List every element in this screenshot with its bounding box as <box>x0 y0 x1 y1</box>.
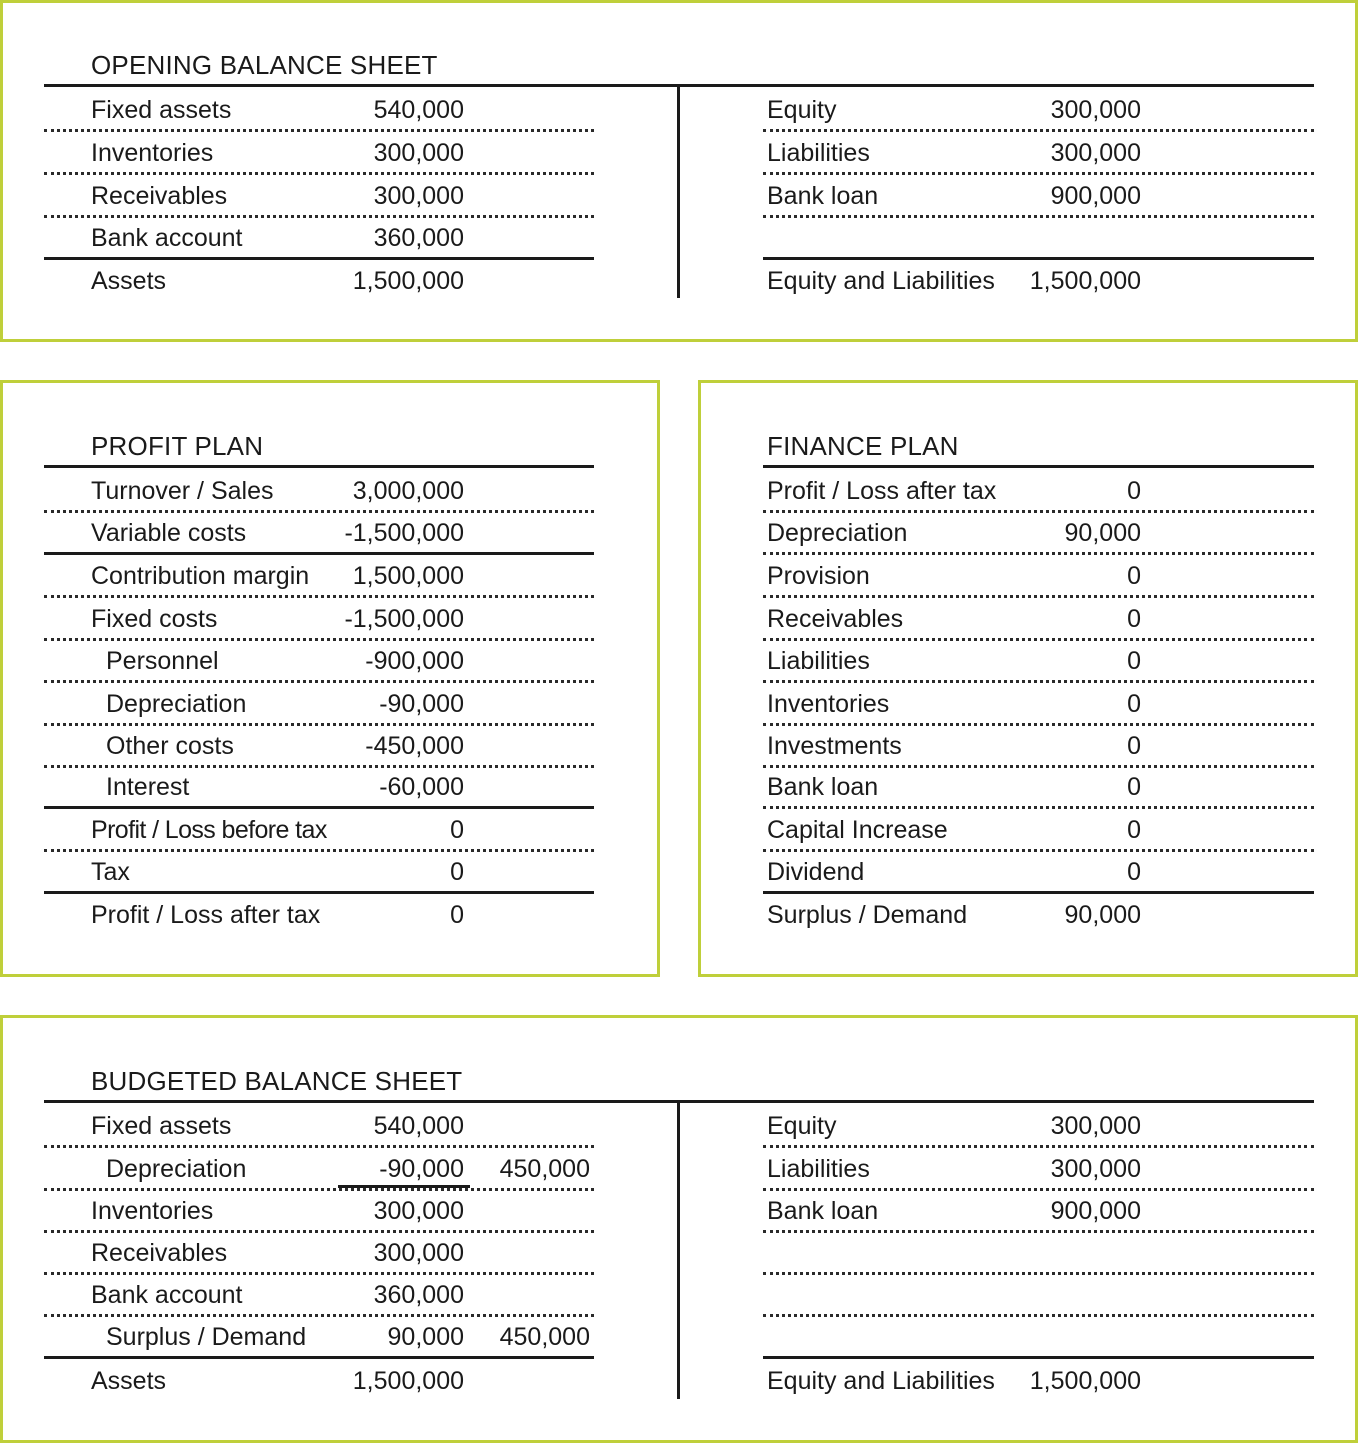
opening-left-row <box>44 87 594 132</box>
budgeted-center-divider <box>677 1103 680 1399</box>
row-label: Depreciation <box>106 1155 247 1183</box>
total-label: Assets <box>91 267 167 295</box>
profit-row <box>44 723 594 768</box>
opening-left-row <box>44 173 594 218</box>
row-value: 0 <box>450 816 464 844</box>
budgeted-left-row <box>44 1314 594 1359</box>
row-label: Turnover / Sales <box>91 477 274 505</box>
opening-right-row <box>763 130 1314 175</box>
profit-row <box>44 681 594 726</box>
row-value: 0 <box>1127 690 1141 718</box>
row-label: Profit / Loss before tax <box>91 816 327 844</box>
budgeted-right-empty-row <box>763 1230 1314 1275</box>
row-value: 300,000 <box>1050 96 1141 124</box>
row-value: 900,000 <box>1050 1197 1141 1225</box>
row-value: 540,000 <box>373 1112 464 1140</box>
profit-row-total <box>44 892 594 934</box>
row-label: Interest <box>106 773 190 801</box>
row-label: Bank account <box>91 1281 243 1309</box>
row-label: Contribution margin <box>91 562 310 590</box>
row-value: 0 <box>1127 477 1141 505</box>
row-label: Tax <box>91 858 130 886</box>
budgeted-equity-liabilities-total <box>763 1358 1314 1400</box>
row-value: 0 <box>1127 605 1141 633</box>
row-label: Bank loan <box>767 182 879 210</box>
row-label: Equity <box>767 96 837 124</box>
opening-right-empty-row <box>763 215 1314 260</box>
row-label: Variable costs <box>91 519 247 547</box>
opening-left-row <box>44 130 594 175</box>
profit-row <box>44 510 594 555</box>
row-label: Depreciation <box>106 690 247 718</box>
row-value: -60,000 <box>379 773 464 801</box>
row-value: -1,500,000 <box>344 519 464 547</box>
row-label: Profit / Loss after tax <box>767 477 997 505</box>
budgeted-right-empty-row <box>763 1272 1314 1317</box>
row-value: 0 <box>1127 816 1141 844</box>
finance-row <box>763 596 1314 641</box>
row-value: 540,000 <box>373 96 464 124</box>
row-label: Receivables <box>91 182 228 210</box>
profit-row <box>44 596 594 641</box>
profit-row <box>44 553 594 598</box>
row-label: Inventories <box>91 139 214 167</box>
total-label: Equity and Liabilities <box>767 267 995 295</box>
finance-row <box>763 468 1314 513</box>
row-value: 90,000 <box>1064 519 1141 547</box>
row-value: 900,000 <box>1050 182 1141 210</box>
budgeted-assets-total <box>44 1358 594 1400</box>
row-value: 0 <box>450 858 464 886</box>
row-label: Provision <box>767 562 870 590</box>
row-label: Fixed costs <box>91 605 218 633</box>
row-label: Liabilities <box>767 1155 870 1183</box>
row-value: 3,000,000 <box>352 477 464 505</box>
total-value: 1,500,000 <box>352 1367 464 1395</box>
row-value: 90,000 <box>387 1323 464 1351</box>
row-value: 0 <box>1127 562 1141 590</box>
budgeted-left-row <box>44 1230 594 1275</box>
opening-center-divider <box>677 87 680 298</box>
row-value: 0 <box>1127 773 1141 801</box>
finance-row <box>763 510 1314 555</box>
budgeted-right-row <box>763 1146 1314 1191</box>
row-label: Investments <box>767 732 902 760</box>
row-value: -90,000 <box>379 690 464 718</box>
opening-right-row <box>763 173 1314 218</box>
row-label: Profit / Loss after tax <box>91 901 321 929</box>
budgeted-left-row <box>44 1272 594 1317</box>
row-label: Receivables <box>91 1239 228 1267</box>
total-label: Equity and Liabilities <box>767 1367 995 1395</box>
row-value: 300,000 <box>1050 1112 1141 1140</box>
budgeted-right-row <box>763 1188 1314 1233</box>
opening-assets-total <box>44 258 594 300</box>
row-value: -90,000 <box>379 1155 464 1183</box>
finance-row <box>763 638 1314 683</box>
budgeted-left-row <box>44 1146 594 1191</box>
row-label: Surplus / Demand <box>106 1323 307 1351</box>
row-label: Other costs <box>106 732 234 760</box>
row-value: -900,000 <box>365 647 464 675</box>
row-label: Bank loan <box>767 1197 879 1225</box>
row-value: 300,000 <box>373 1239 464 1267</box>
profit-row <box>44 638 594 683</box>
row-value: 0 <box>1127 858 1141 886</box>
row-value: 360,000 <box>373 224 464 252</box>
row-label: Depreciation <box>767 519 908 547</box>
profit-row <box>44 807 594 852</box>
profit-row <box>44 849 594 894</box>
opening-equity-liabilities-total <box>763 258 1314 300</box>
row-label: Fixed assets <box>91 96 232 124</box>
row-value: 0 <box>1127 647 1141 675</box>
finance-row <box>763 849 1314 894</box>
row-label: Bank loan <box>767 773 879 801</box>
budgeted-right-spacer-row <box>763 1314 1314 1359</box>
row-subtotal: 450,000 <box>499 1155 590 1183</box>
row-label: Dividend <box>767 858 865 886</box>
profit-row <box>44 468 594 513</box>
row-value: 300,000 <box>373 139 464 167</box>
opening-title: OPENING BALANCE SHEET <box>91 50 438 80</box>
row-value: 300,000 <box>1050 1155 1141 1183</box>
budgeted-title: BUDGETED BALANCE SHEET <box>91 1066 463 1096</box>
row-label: Bank account <box>91 224 243 252</box>
row-label: Inventories <box>91 1197 214 1225</box>
finance-row <box>763 764 1314 809</box>
profit-row <box>44 764 594 809</box>
row-value: 90,000 <box>1064 901 1141 929</box>
finance-row-total <box>763 892 1314 934</box>
opening-left-row <box>44 215 594 260</box>
row-subtotal: 450,000 <box>499 1323 590 1351</box>
total-value: 1,500,000 <box>352 267 464 295</box>
row-label: Personnel <box>106 647 219 675</box>
row-value: 300,000 <box>373 182 464 210</box>
row-value: 0 <box>1127 732 1141 760</box>
row-value: 0 <box>450 901 464 929</box>
finance-row <box>763 553 1314 598</box>
row-label: Liabilities <box>767 647 870 675</box>
total-value: 1,500,000 <box>1029 267 1141 295</box>
row-label: Surplus / Demand <box>767 901 968 929</box>
budgeted-left-row <box>44 1188 594 1233</box>
total-value: 1,500,000 <box>1029 1367 1141 1395</box>
total-label: Assets <box>91 1367 167 1395</box>
row-value: 300,000 <box>1050 139 1141 167</box>
row-label: Equity <box>767 1112 837 1140</box>
finance-row <box>763 681 1314 726</box>
finance-row <box>763 723 1314 768</box>
row-value: 1,500,000 <box>352 562 464 590</box>
finance-row <box>763 807 1314 852</box>
row-value: 300,000 <box>373 1197 464 1225</box>
row-label: Fixed assets <box>91 1112 232 1140</box>
row-label: Receivables <box>767 605 904 633</box>
opening-right-row <box>763 87 1314 132</box>
row-label: Capital Increase <box>767 816 948 844</box>
profit-title: PROFIT PLAN <box>91 431 264 461</box>
row-value: 360,000 <box>373 1281 464 1309</box>
budgeted-right-row <box>763 1103 1314 1148</box>
row-label: Liabilities <box>767 139 870 167</box>
row-label: Inventories <box>767 690 890 718</box>
budgeted-left-row <box>44 1103 594 1148</box>
finance-title: FINANCE PLAN <box>767 431 959 461</box>
row-value: -1,500,000 <box>344 605 464 633</box>
row-value: -450,000 <box>365 732 464 760</box>
